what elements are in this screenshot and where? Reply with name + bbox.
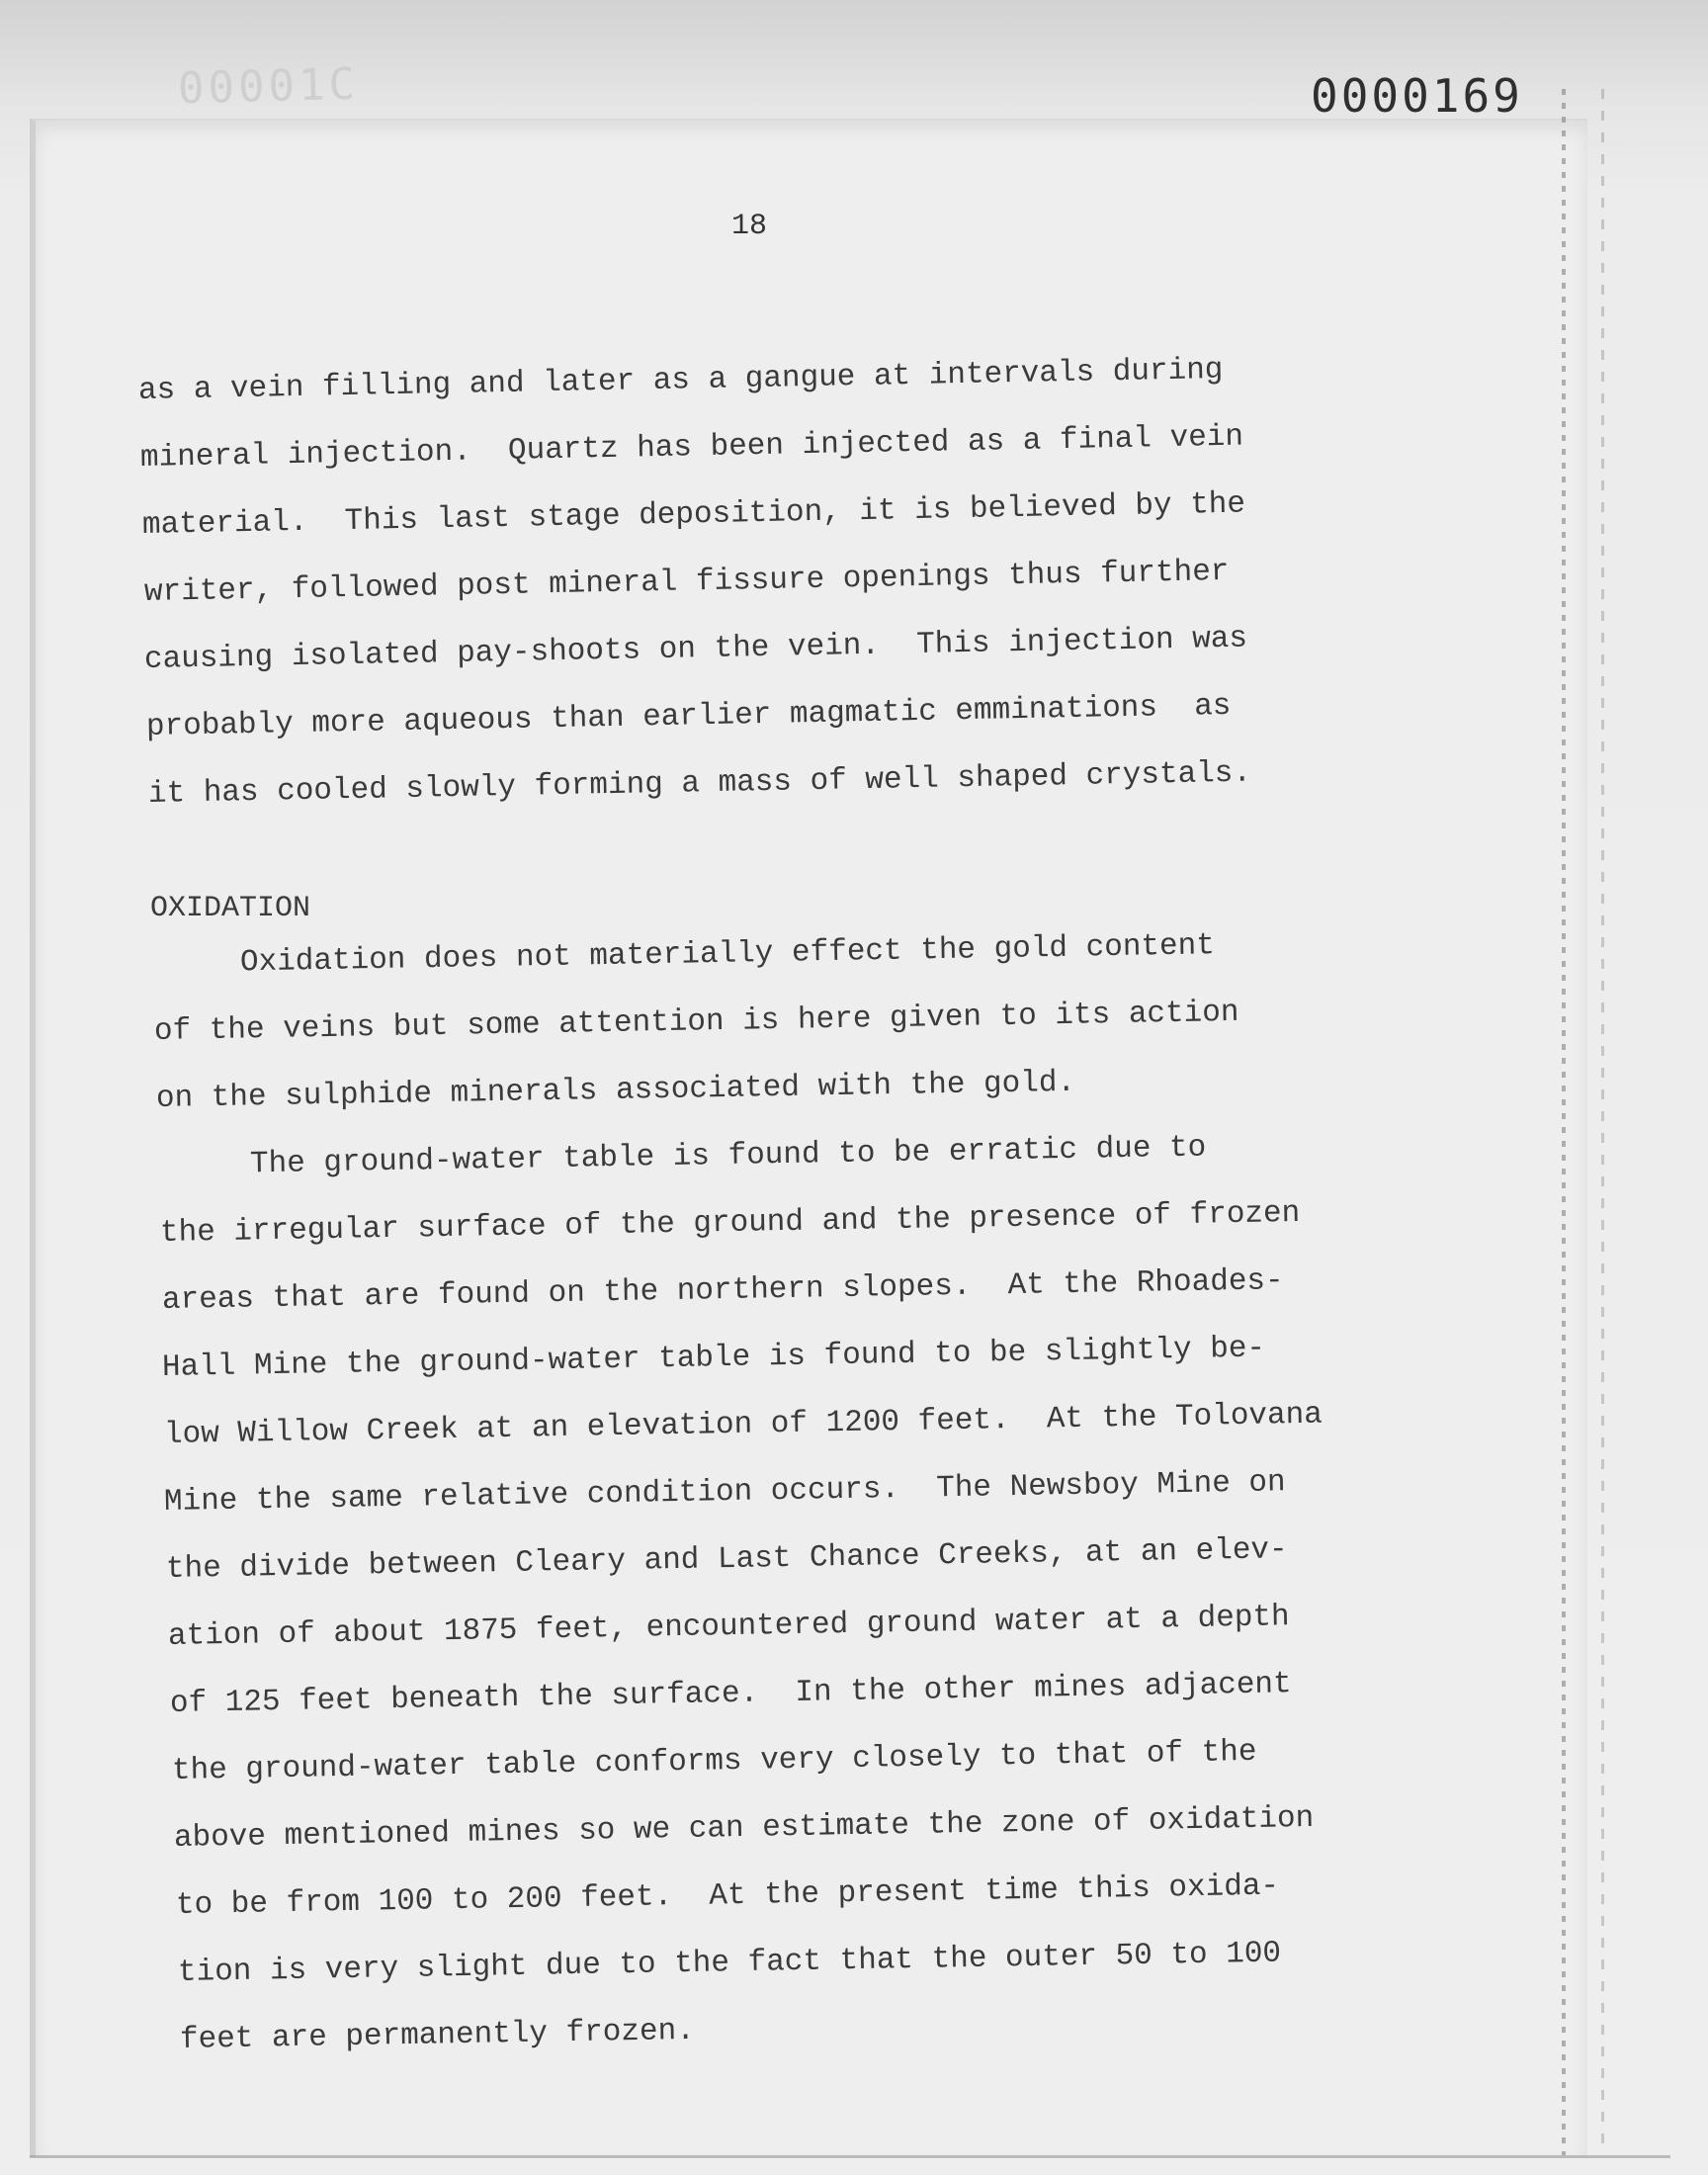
text-line: the divide between Cleary and Last Chance Creeks, at an elev-	[165, 1532, 1288, 1587]
text-line: probably more aqueous than earlier magmatic emminations as	[145, 688, 1232, 744]
page-number: 18	[731, 210, 768, 243]
text-line: above mentioned mines so we can estimate the zone of oxidation	[173, 1800, 1315, 1856]
text-line: mineral injection. Quartz has been injected as a final vein	[139, 419, 1244, 476]
text-line: feet are permanently frozen.	[179, 2013, 696, 2057]
text-line: of the veins but some attention is here given to its action	[153, 995, 1239, 1049]
page-edge-bottom	[30, 2155, 1670, 2158]
text-line: on the sulphide minerals associated with the gold.	[155, 1065, 1076, 1116]
text-line: causing isolated pay-shoots on the vein. This injection was	[143, 621, 1248, 677]
text-line: Mine the same relative condition occurs. The Newsboy Mine on	[163, 1465, 1286, 1520]
text-line: writer, followed post mineral fissure openings thus further	[143, 554, 1230, 610]
text-line: The ground-water table is found to be erratic due to	[157, 1130, 1207, 1183]
section-heading: OXIDATION	[150, 892, 311, 925]
text-line: low Willow Creek at an elevation of 1200 feet. At the Tolovana	[163, 1397, 1324, 1452]
text-line: material. This last stage deposition, it is believed by the	[141, 486, 1246, 543]
text-line: Hall Mine the ground-water table is found to be slightly be-	[161, 1331, 1266, 1385]
page-edge-right	[1562, 89, 1566, 2155]
text-line: tion is very slight due to the fact that the outer 50 to 100	[177, 1936, 1282, 1990]
document-number: 0000169	[1311, 69, 1523, 123]
text-line: of 125 feet beneath the surface. In the other mines adjacent	[169, 1667, 1292, 1721]
text-line: ation of about 1875 feet, encountered ground water at a depth	[167, 1600, 1290, 1654]
text-line: it has cooled slowly forming a mass of well shaped crystals.	[147, 755, 1252, 812]
text-line: areas that are found on the northern slopes. At the Rhoades-	[161, 1263, 1284, 1318]
text-line: as a vein filling and later as a gangue at intervals during	[137, 352, 1224, 408]
text-line: Oxidation does not materially effect the gold content	[147, 928, 1216, 982]
text-line: the irregular surface of the ground and the presence of frozen	[159, 1195, 1301, 1251]
text-line: the ground-water table conforms very closely to that of the	[171, 1734, 1257, 1788]
text-line: to be from 100 to 200 feet. At the present time this oxida-	[175, 1869, 1280, 1923]
ghost-document-number: 00001С	[177, 58, 360, 115]
page-edge-right-outer	[1601, 89, 1604, 2155]
